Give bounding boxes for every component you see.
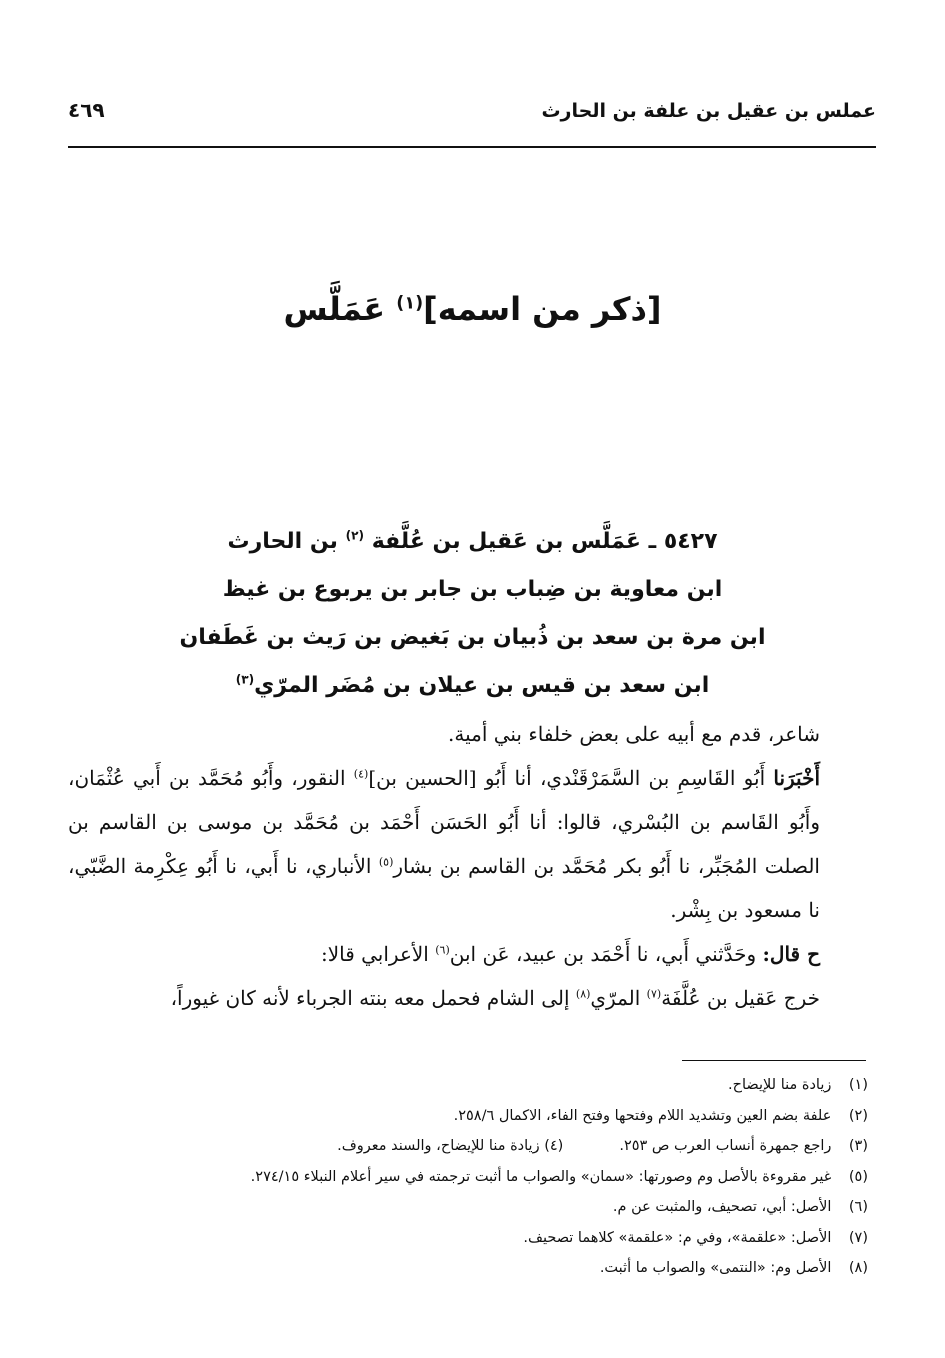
- footnote-text: زيادة منا للإيضاح.: [728, 1077, 832, 1093]
- footnote-number: (١): [848, 1077, 868, 1093]
- isnad-text-b: النقور، وأَبُو مُحَمَّد بن أَبي عُثْمَان، وأَبُو القَاسم بن البُسْري، قالوا: أنا أَبُو الحَسَن أَحْمَد بن مُحَمَّد بن موسى بن القاسم بن الصلت المُجَبِّر، نا أَبُو بكر مُحَمَّد بن القاسم بن بشار: [68, 766, 820, 878]
- footnote: [68, 1070, 868, 1101]
- header-rule: [68, 146, 876, 148]
- footnote-number: (٢): [848, 1107, 868, 1124]
- section-title-name: عَمَلَّس: [283, 290, 386, 328]
- footnote-ref-6: (٦): [435, 943, 450, 957]
- footnote-number: (٥): [848, 1168, 868, 1185]
- footnote: [68, 1101, 868, 1132]
- footnote-ref-8: (٨): [575, 987, 591, 1001]
- narrative-text-a: خرج عَقيل بن عُلَّفَة: [661, 986, 820, 1010]
- footnote: [68, 1162, 868, 1193]
- paragraph-second-isnad: [68, 932, 876, 976]
- running-title: عملس بن عقيل بن علفة بن الحارث: [541, 100, 876, 122]
- footnote-text: الأصل: أبي، تصحيف، والمثبت عن م.: [612, 1199, 832, 1215]
- footnote-ref-1: (١): [396, 293, 424, 314]
- footnote-text: غير مقروءة بالأصل وم وصورتها: «سمان» والصواب ما أثبت ترجمته في سير أعلام النبلاء ٢٧٤/١٥.: [250, 1168, 832, 1185]
- footnote-text: الأصل وم: «النتمى» والصواب ما أثبت.: [599, 1260, 832, 1276]
- isnad-text-c: الأنباري، نا أَبي، نا أَبُو عِكْرِمة الضَّبّي، نا مسعود بن بِشْر.: [68, 854, 820, 922]
- entry-heading-line-3: ابن مرة بن سعد بن ذُبيان بن بَغيض بن رَيث بن غَطَفان: [179, 625, 766, 650]
- page-header: [68, 98, 876, 132]
- narrative-text-c: إلى الشام فحمل معه بنته الجرباء لأنه كان غيوراً،: [170, 986, 570, 1010]
- footnote: [68, 1192, 868, 1223]
- page-number: ٤٦٩: [68, 98, 105, 122]
- entry-name-cont: بن الحارث: [227, 529, 338, 554]
- footnote-number: (٨): [848, 1260, 868, 1276]
- footnote: [68, 1223, 868, 1254]
- entry-name: ٥٤٢٧ ـ عَمَلَّس بن عَقيل بن عُلَّفة: [371, 529, 718, 554]
- paragraph-intro: شاعر، قدم مع أبيه على بعض خلفاء بني أمية.: [447, 722, 820, 746]
- footnote: [68, 1253, 868, 1284]
- footnote-number: (٦): [848, 1199, 868, 1215]
- footnote-text: الأصل: «علقمة»، وفي م: «علقمة» كلاهما تصحيف.: [523, 1229, 832, 1246]
- body-text: [68, 712, 876, 1020]
- footnote: [68, 1131, 868, 1162]
- footnote-number: (٣): [848, 1138, 868, 1154]
- entry-heading-line-1: [0, 518, 945, 566]
- entry-heading-line-2: ابن معاوية بن ضِباب بن جابر بن يربوع بن غيظ: [222, 577, 723, 602]
- second-isnad-text-a: وحَدَّثني أَبي، نا أَحْمَد بن عبيد، عَن ابن: [449, 942, 757, 966]
- footnote-ref-7: (٧): [646, 987, 662, 1001]
- footnote-ref-5: (٥): [378, 855, 394, 869]
- footnote-text: زيادة منا للإيضاح، والسند معروف.: [337, 1138, 540, 1154]
- footnote-ref-4: (٤): [353, 767, 369, 781]
- second-isnad-lead: ح قال:: [762, 942, 820, 966]
- footnote-rule: [682, 1060, 866, 1061]
- section-title: [0, 290, 945, 328]
- footnote-ref-3: (٣): [235, 672, 255, 687]
- footnotes: [68, 1070, 868, 1284]
- footnote-number: (٤): [544, 1138, 564, 1154]
- footnote-number: (٧): [848, 1229, 868, 1246]
- entry-lineage-end: ابن سعد بن قيس بن عيلان بن مُضَر المرّي: [254, 673, 710, 698]
- narrative-text-b: المرّي: [590, 986, 641, 1010]
- entry-heading-line-4: [0, 662, 945, 710]
- footnote-ref-2: (٢): [345, 528, 365, 543]
- isnad-text-a: أَبُو القَاسِمِ بن السَّمَرْقَنْدي، أنا أَبُو [الحسين بن]: [368, 766, 766, 790]
- paragraph-narrative: [68, 976, 876, 1020]
- footnote-text: علفة بضم العين وتشديد اللام وفتحها وفتح الفاء، الاكمال ٢٥٨/٦.: [453, 1107, 832, 1124]
- entry-heading: [0, 518, 945, 710]
- section-title-text: [ذكر من اسمه]: [423, 290, 662, 328]
- second-isnad-text-b: الأعرابي قالا:: [320, 942, 429, 966]
- footnote-text: راجع جمهرة أنساب العرب ص ٢٥٣.: [619, 1138, 832, 1154]
- paragraph-isnad: [68, 756, 876, 932]
- isnad-lead: أَخْبَرَنا: [773, 766, 821, 790]
